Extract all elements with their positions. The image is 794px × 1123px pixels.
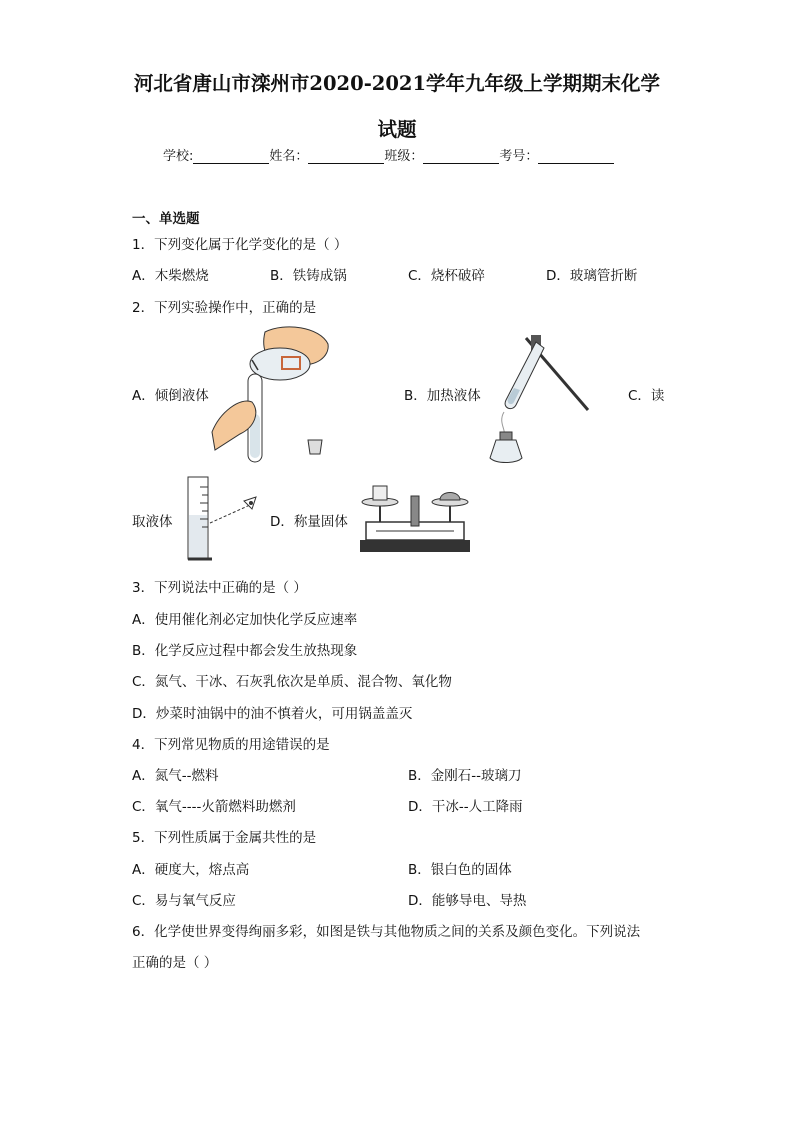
question-3-stem: 3．下列说法中正确的是（ ） bbox=[132, 580, 307, 596]
q5-option-b[interactable]: B．银白色的固体 bbox=[408, 862, 512, 878]
q3-option-c[interactable]: C．氮气、干冰、石灰乳依次是单质、混合物、氧化物 bbox=[132, 674, 452, 690]
question-4-stem: 4．下列常见物质的用途错误的是 bbox=[132, 737, 330, 753]
student-info-line bbox=[163, 145, 614, 164]
q1-option-c[interactable]: C．烧杯破碎 bbox=[408, 268, 485, 284]
q4-option-c[interactable]: C．氧气----火箭燃料助燃剂 bbox=[132, 799, 296, 815]
q5-option-a[interactable]: A．硬度大，熔点高 bbox=[132, 862, 250, 878]
q2-option-c-continued[interactable]: 取液体 bbox=[132, 514, 173, 530]
q2-option-b[interactable]: B．加热液体 bbox=[404, 388, 481, 404]
reading-liquid-image bbox=[182, 475, 272, 565]
q2-option-d[interactable]: D．称量固体 bbox=[270, 514, 348, 530]
q4-option-d[interactable]: D．干冰--人工降雨 bbox=[408, 799, 523, 815]
number-label: 考号： bbox=[499, 149, 539, 164]
q2-option-c[interactable]: C．读 bbox=[628, 388, 665, 404]
q1-option-d[interactable]: D．玻璃管折断 bbox=[546, 268, 638, 284]
q1-option-b[interactable]: B．铁铸成锅 bbox=[270, 268, 347, 284]
question-6-stem: 6．化学使世界变得绚丽多彩，如图是铁与其他物质之间的关系及颜色变化。下列说法 bbox=[132, 924, 641, 940]
class-label: 班级： bbox=[384, 149, 424, 164]
page-title-line2: 试题 bbox=[377, 118, 417, 141]
school-blank[interactable] bbox=[193, 149, 269, 164]
q2-option-a[interactable]: A．倾倒液体 bbox=[132, 388, 209, 404]
section-heading: 一、单选题 bbox=[132, 211, 200, 227]
q4-option-a[interactable]: A．氮气--燃料 bbox=[132, 768, 219, 784]
question-1-stem: 1．下列变化属于化学变化的是（ ） bbox=[132, 237, 348, 253]
q3-option-a[interactable]: A．使用催化剂必定加快化学反应速率 bbox=[132, 612, 358, 628]
q5-option-c[interactable]: C．易与氧气反应 bbox=[132, 893, 236, 909]
q3-option-d[interactable]: D．炒菜时油锅中的油不慎着火，可用锅盖盖灭 bbox=[132, 706, 413, 722]
heating-liquid-image bbox=[476, 330, 586, 470]
name-label: 姓名： bbox=[269, 149, 309, 164]
name-blank[interactable] bbox=[308, 149, 384, 164]
number-blank[interactable] bbox=[538, 149, 614, 164]
school-label: 学校: bbox=[163, 149, 194, 164]
q4-option-b[interactable]: B．金刚石--玻璃刀 bbox=[408, 768, 522, 784]
question-2-stem: 2．下列实验操作中，正确的是 bbox=[132, 300, 317, 316]
balance-scale-image bbox=[356, 478, 474, 553]
page-title: 河北省唐山市滦州市2020-2021学年九年级上学期期末化学 bbox=[133, 72, 661, 95]
pouring-liquid-image bbox=[210, 322, 340, 462]
class-blank[interactable] bbox=[423, 149, 499, 164]
question-6-stem-line2: 正确的是（ ） bbox=[132, 955, 218, 971]
q1-option-a[interactable]: A．木柴燃烧 bbox=[132, 268, 209, 284]
q5-option-d[interactable]: D．能够导电、导热 bbox=[408, 893, 527, 909]
question-5-stem: 5．下列性质属于金属共性的是 bbox=[132, 830, 317, 846]
q3-option-b[interactable]: B．化学反应过程中都会发生放热现象 bbox=[132, 643, 358, 659]
